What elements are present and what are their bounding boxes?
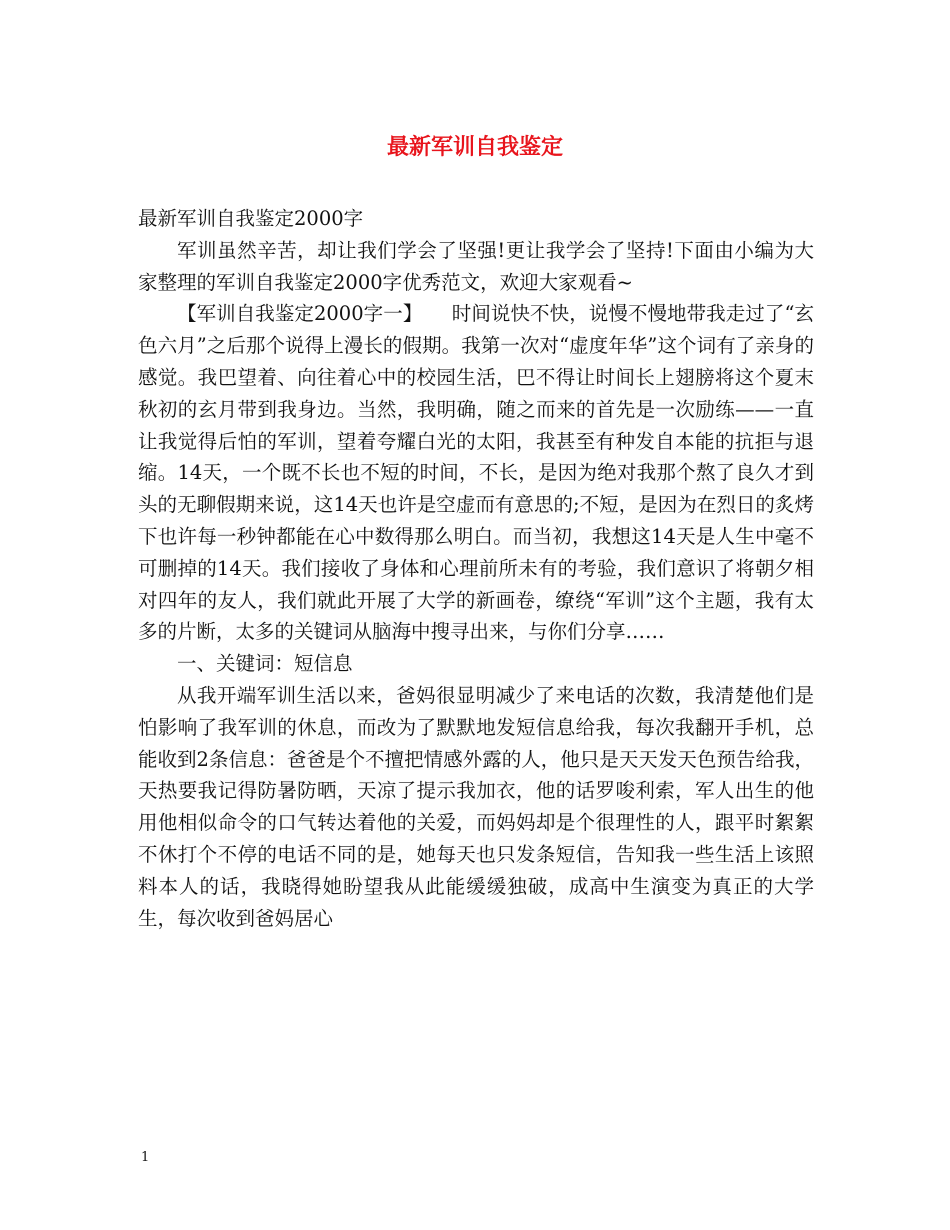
document-subtitle: 最新军训自我鉴定2000字: [138, 207, 364, 230]
section-one-paragraph: 【军训自我鉴定2000字一】 时间说快不快，说慢不慢地带我走过了“玄色六月”之后那个说得上漫长的假期。我第一次对“虚度年华”这个词有了亲身的感觉。我巴望着、向往着心中的校园生活，巴不得让时间长上翅膀将这个夏末秋初的玄月带到我身边。当然，我明确，随之而来的首先是一次励练——一直让我觉得后怕的军训，望着夸耀白光的太阳，我甚至有种发自本能的抗拒与退缩。14天，一个既不长也不短的时间，不长，是因为绝对我那个熬了良久才到头的无聊假期来说，这14天也许是空虚而有意思的;不短，是因为在烈日的炙烤下也许每一秒钟都能在心中数得那么明白。而当初，我想这14天是人生中毫不可删掉的14天。我们接收了身体和心理前所未有的考验，我们意识了将朝夕相对四年的友人，我们就此开展了大学的新画卷，缭绕“军训”这个主题，我有太多的片断，太多的关键词从脑海中搜寻出来，与你们分享……: [138, 302, 814, 644]
keyword-paragraph: 从我开端军训生活以来，爸妈很显明减少了来电话的次数，我清楚他们是怕影响了我军训的休息，而改为了默默地发短信息给我，每次我翻开手机，总能收到2条信息：爸爸是个不擅把情感外露的人，他只是天天发天色预告给我，天热要我记得防暑防晒，天凉了提示我加衣，他的话罗唆利索，军人出生的他用他相似命令的口气转达着他的关爱，而妈妈却是个很理性的人，跟平时絮絮不休打个不停的电话不同的是，她每天也只发条短信，告知我一些生活上该照料本人的话，我晓得她盼望我从此能缓缓独破，成高中生演变为真正的大学生，每次收到爸妈居心: [138, 683, 814, 930]
document-body: [138, 203, 814, 934]
document-title: 最新军训自我鉴定: [386, 134, 563, 160]
keyword-heading: 一、关键词：短信息: [177, 652, 353, 676]
intro-paragraph: 军训虽然辛苦，却让我们学会了坚强!更让我学会了坚持!下面由小编为大家整理的军训自我鉴定2000字优秀范文，欢迎大家观看~: [138, 238, 814, 294]
page-number: 1: [141, 1150, 150, 1165]
